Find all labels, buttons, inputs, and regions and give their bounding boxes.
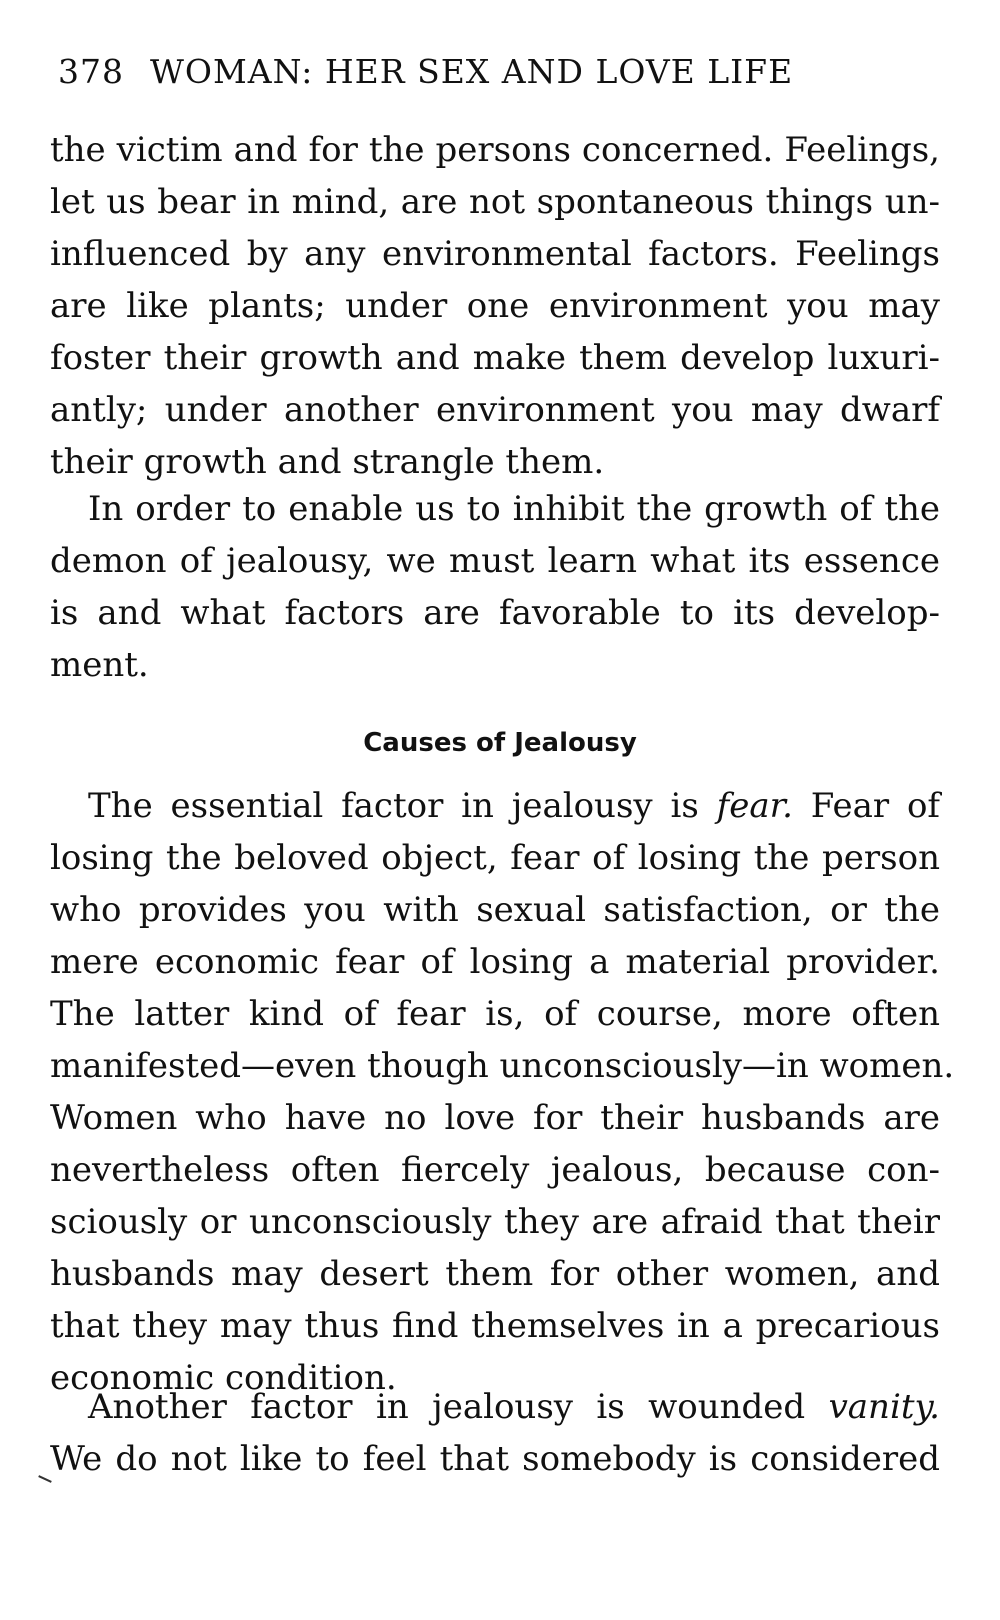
running-title: WOMAN: HER SEX AND LOVE LIFE [150, 52, 794, 91]
paragraph-4 [50, 1381, 940, 1485]
text-line: the victim and for the persons concerned. Feelings, [50, 130, 940, 170]
text-line: that they may thus find themselves in a precarious [50, 1306, 940, 1346]
text-line: demon of jealousy, we must learn what its essence [50, 541, 940, 581]
text-line: ment. [50, 645, 149, 685]
text-line: who provides you with sexual satisfaction, or the [50, 890, 940, 930]
text-line: let us bear in mind, are not spontaneous things un- [50, 182, 940, 222]
text-line: losing the beloved object, fear of losing the person [50, 838, 940, 878]
text-line: antly; under another environment you may dwarf [50, 390, 940, 430]
paragraph-1 [50, 124, 940, 488]
text-line: The essential factor in jealousy is fear. Fear of [88, 786, 941, 826]
text-line: sciously or unconsciously they are afraid that their [50, 1202, 940, 1242]
text-line: Another factor in jealousy is wounded vanity. [88, 1387, 940, 1427]
text-line: influenced by any environmental factors. Feelings [50, 234, 940, 274]
section-heading: Causes of Jealousy [363, 728, 637, 758]
text-line: husbands may desert them for other women, and [50, 1254, 940, 1294]
text-line: their growth and strangle them. [50, 442, 605, 482]
text-line: Women who have no love for their husbands are [50, 1098, 940, 1138]
paragraph-2 [50, 483, 940, 691]
text-line: In order to enable us to inhibit the growth of the [88, 489, 940, 529]
running-head [58, 50, 938, 94]
text-line: The latter kind of fear is, of course, more often [50, 994, 940, 1034]
text-line: economic condition. [50, 1358, 397, 1398]
text-line: We do not like to feel that somebody is considered [50, 1439, 940, 1479]
text-line: mere economic fear of losing a material provider. [50, 942, 940, 982]
text-line: are like plants; under one environment you may [50, 286, 940, 326]
text-line: foster their growth and make them develop luxuri- [50, 338, 940, 378]
text-line: manifested—even though unconsciously—in women. [50, 1046, 955, 1086]
text-line: nevertheless often fiercely jealous, because con- [50, 1150, 940, 1190]
page-number: 378 [58, 52, 124, 91]
text-line: is and what factors are favorable to its develop- [50, 593, 940, 633]
paragraph-3 [50, 780, 955, 1404]
